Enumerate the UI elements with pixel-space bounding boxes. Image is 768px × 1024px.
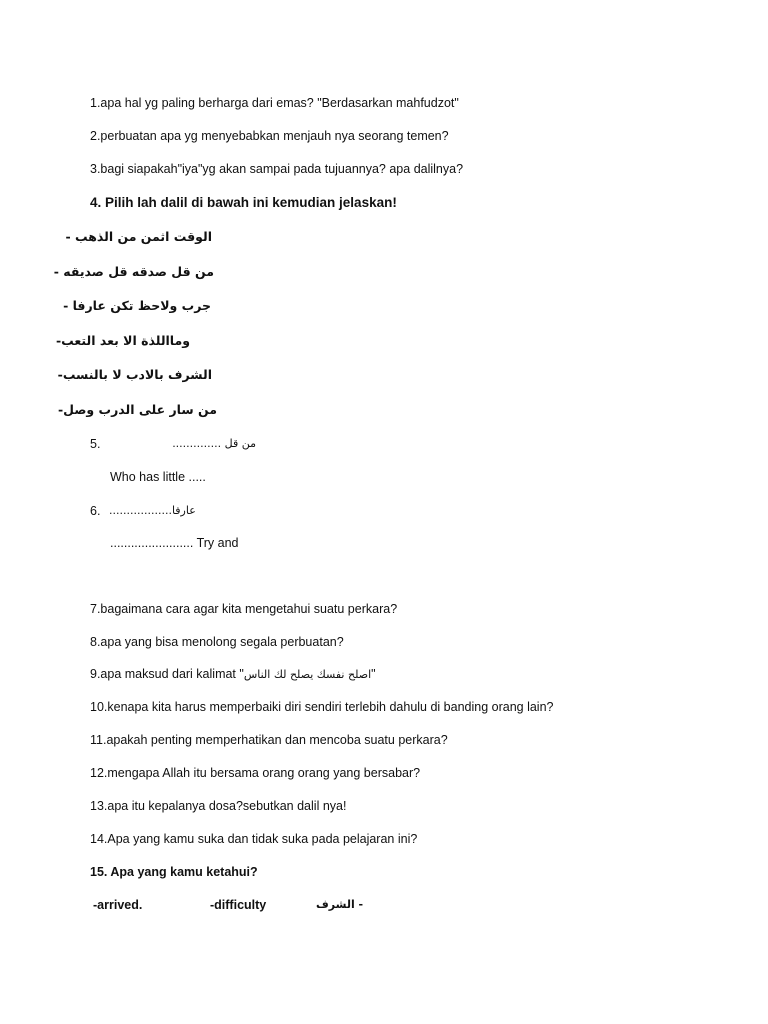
question-6-english: ........................ Try and [110, 536, 239, 550]
question-6-number: 6. [90, 504, 101, 518]
answer-syaraf: - الشرف [316, 898, 364, 911]
question-4: 4. Pilih lah dalil di bawah ini kemudian jelaskan! [90, 195, 397, 210]
dalil-4: ومااللذة الا بعد التعب- [55, 333, 190, 348]
question-14: 14.Apa yang kamu suka dan tidak suka pada pelajaran ini? [90, 832, 418, 846]
question-3: 3.bagi siapakah"iya"yg akan sampai pada tujuannya? apa dalilnya? [90, 162, 464, 176]
question-10: 10.kenapa kita harus memperbaiki diri sendiri terlebih dahulu di banding orang lain? [90, 700, 554, 714]
dalil-5: الشرف بالادب لا بالنسب- [57, 367, 212, 382]
question-12: 12.mengapa Allah itu bersama orang orang yang bersabar? [90, 766, 421, 780]
question-9-arabic: اصلح نفسك يصلح لك الناس [243, 668, 372, 681]
dalil-3: جرب ولاحظ تكن عارفا - [63, 298, 211, 313]
dalil-2: من قل صدقه قل صديقه - [53, 264, 214, 279]
question-9 [90, 666, 376, 683]
question-7: 7.bagaimana cara agar kita mengetahui suatu perkara? [90, 602, 398, 616]
answer-difficulty: -difficulty [210, 898, 267, 912]
question-2: 2.perbuatan apa yg menyebabkan menjauh nya seorang temen? [90, 129, 449, 143]
question-9-prefix: 9.apa maksud dari kalimat " [90, 667, 244, 681]
question-13: 13.apa itu kepalanya dosa?sebutkan dalil nya! [90, 799, 347, 813]
question-6-arabic: عارفا.................. [109, 504, 196, 517]
dalil-6: من سار على الدرب وصل- [57, 402, 217, 417]
question-1: 1.apa hal yg paling berharga dari emas? "Berdasarkan mahfudzot" [90, 96, 459, 110]
question-11: 11.apakah penting memperhatikan dan mencoba suatu perkara? [90, 733, 448, 747]
question-9-suffix: " [371, 667, 376, 681]
question-5-number: 5. [90, 437, 101, 451]
question-8: 8.apa yang bisa menolong segala perbuatan? [90, 635, 344, 649]
answer-arrived: -arrived. [93, 898, 143, 912]
dalil-1: الوقت اثمن من الذهب - [65, 229, 212, 244]
question-15: 15. Apa yang kamu ketahui? [90, 865, 258, 879]
question-5-english: Who has little ..... [110, 470, 206, 484]
question-5-arabic: من قل .............. [172, 437, 256, 450]
